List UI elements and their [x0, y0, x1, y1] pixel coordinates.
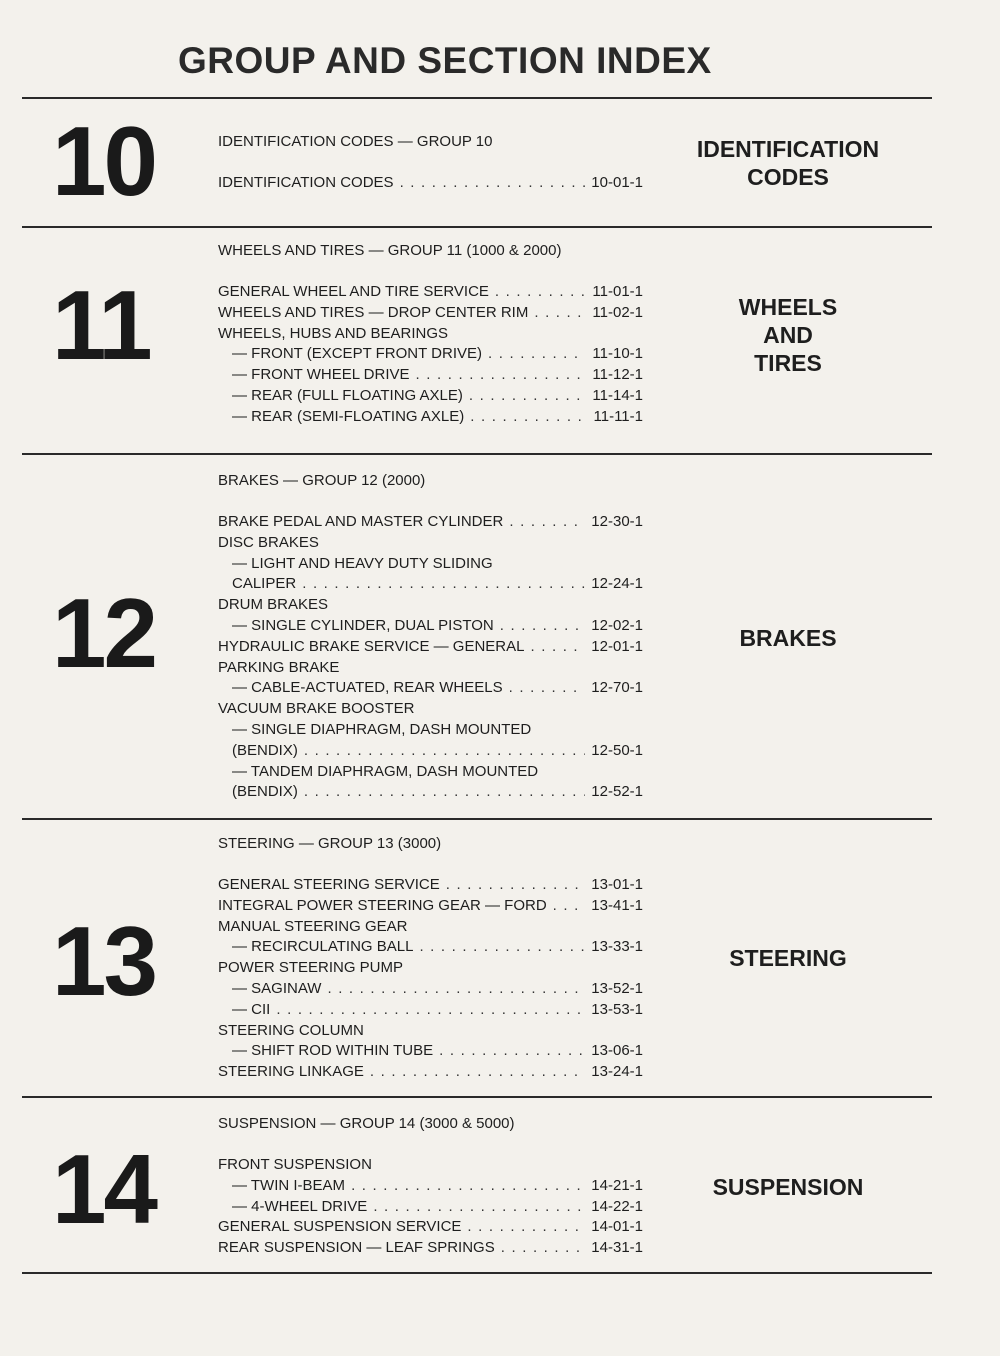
group-number: 11 [52, 270, 150, 380]
side-title-line: TIRES [754, 350, 822, 376]
index-entry [218, 1198, 643, 1219]
group-heading: SUSPENSION — GROUP 14 (3000 & 5000) [218, 1115, 515, 1132]
entry-page-number: 14-01-1 [591, 1218, 643, 1236]
section-side-title [688, 1173, 888, 1201]
dot-leader [469, 387, 587, 404]
entry-label: STEERING LINKAGE [218, 1063, 364, 1081]
index-entry [218, 721, 643, 742]
group-heading: BRAKES — GROUP 12 (2000) [218, 472, 426, 489]
side-title-line: STEERING [729, 945, 847, 971]
entry-label: STEERING COLUMN [218, 1021, 364, 1039]
entry-page-number: 14-21-1 [591, 1176, 643, 1194]
index-entry [218, 1156, 643, 1177]
index-entry [218, 617, 643, 638]
entry-label: DISC BRAKES [218, 533, 319, 551]
entry-label: GENERAL SUSPENSION SERVICE [218, 1218, 462, 1236]
index-entry [218, 1022, 643, 1043]
divider [22, 226, 932, 228]
index-entry [218, 345, 643, 366]
entry-label: — 4-WHEEL DRIVE [232, 1197, 368, 1215]
index-entry [218, 1001, 643, 1022]
dot-leader [467, 1218, 585, 1235]
index-entry [218, 638, 643, 659]
dot-leader [302, 575, 585, 592]
entry-label: — LIGHT AND HEAVY DUTY SLIDING [232, 554, 493, 572]
entry-page-number: 10-01-1 [591, 174, 643, 191]
dot-leader [373, 1198, 585, 1215]
divider [22, 1272, 932, 1274]
entry-label: — SAGINAW [232, 979, 322, 997]
entry-page-number: 13-24-1 [591, 1063, 643, 1081]
side-title-line: BRAKES [739, 625, 837, 651]
index-entry [218, 918, 643, 939]
dot-leader [370, 1063, 585, 1080]
dot-leader [416, 366, 587, 383]
entry-page-number: 14-22-1 [591, 1197, 643, 1215]
entry-page-number: 12-50-1 [591, 741, 643, 759]
section-side-title [688, 624, 888, 652]
entry-label: POWER STEERING PUMP [218, 959, 404, 977]
index-entry [218, 174, 643, 195]
divider [22, 818, 932, 820]
entry-list [218, 876, 643, 1084]
index-entry [218, 659, 643, 680]
index-entry [218, 325, 643, 346]
entry-label: HYDRAULIC BRAKE SERVICE — GENERAL [218, 637, 525, 655]
dot-leader [304, 742, 585, 759]
dot-leader [553, 897, 586, 914]
dot-leader [530, 638, 585, 655]
entry-label: — TANDEM DIAPHRAGM, DASH MOUNTED [232, 762, 539, 780]
entry-page-number: 12-30-1 [591, 513, 643, 530]
entry-label: CALIPER [232, 575, 297, 593]
entry-page-number: 11-11-1 [593, 407, 643, 425]
divider [22, 1096, 932, 1098]
dot-leader [446, 876, 586, 893]
entry-label: (BENDIX) [232, 741, 298, 759]
index-entry [218, 555, 643, 576]
entry-page-number: 12-02-1 [591, 616, 643, 634]
entry-page-number: 13-06-1 [591, 1042, 643, 1060]
divider [22, 453, 932, 455]
side-title-line: SUSPENSION [712, 1174, 864, 1200]
entry-page-number: 11-02-1 [592, 303, 643, 321]
index-entry [218, 304, 643, 325]
entry-page-number: 11-01-1 [592, 283, 643, 300]
entry-page-number: 13-33-1 [591, 938, 643, 956]
entry-label: IDENTIFICATION CODES [218, 174, 394, 191]
dot-leader [509, 679, 586, 696]
group-number: 10 [52, 106, 156, 216]
index-entry [218, 783, 643, 804]
dot-leader [419, 938, 585, 955]
entry-label: BRAKE PEDAL AND MASTER CYLINDER [218, 513, 504, 530]
index-entry [218, 575, 643, 596]
dot-leader [439, 1042, 585, 1059]
group-number: 14 [52, 1134, 156, 1244]
entry-label: GENERAL WHEEL AND TIRE SERVICE [218, 283, 489, 300]
entry-list [218, 1156, 643, 1260]
entry-page-number: 12-70-1 [591, 679, 643, 697]
entry-page-number: 11-10-1 [592, 345, 643, 363]
index-entry [218, 938, 643, 959]
entry-label: — SINGLE DIAPHRAGM, DASH MOUNTED [232, 720, 532, 738]
index-entry [218, 763, 643, 784]
index-entry [218, 679, 643, 700]
entry-page-number: 14-31-1 [591, 1239, 643, 1257]
entry-label: — REAR (FULL FLOATING AXLE) [232, 386, 463, 404]
index-entry [218, 387, 643, 408]
entry-list [218, 283, 643, 429]
index-entry [218, 980, 643, 1001]
dot-leader [351, 1177, 585, 1194]
entry-page-number: 12-52-1 [591, 783, 643, 801]
index-entry [218, 1063, 643, 1084]
dot-leader [304, 783, 585, 800]
page-title: GROUP AND SECTION INDEX [178, 40, 712, 81]
index-entry [218, 534, 643, 555]
entry-label: WHEELS AND TIRES — DROP CENTER RIM [218, 303, 529, 321]
entry-label: MANUAL STEERING GEAR [218, 917, 408, 935]
index-entry [218, 959, 643, 980]
entry-label: GENERAL STEERING SERVICE [218, 876, 440, 893]
section-side-title [688, 135, 888, 191]
dot-leader [509, 513, 585, 530]
entry-page-number: 12-01-1 [591, 637, 643, 655]
group-number: 12 [52, 578, 156, 688]
entry-page-number: 13-01-1 [591, 876, 643, 893]
entry-label: — CII [232, 1000, 271, 1018]
index-entry [218, 1239, 643, 1260]
index-entry [218, 700, 643, 721]
index-entry [218, 1218, 643, 1239]
index-entry [218, 366, 643, 387]
index-entry [218, 283, 643, 304]
entry-page-number: 11-12-1 [592, 366, 643, 384]
entry-label: — FRONT (EXCEPT FRONT DRIVE) [232, 345, 483, 363]
dot-leader [501, 1239, 586, 1256]
entry-label: — RECIRCULATING BALL [232, 938, 414, 956]
group-heading: WHEELS AND TIRES — GROUP 11 (1000 & 2000) [218, 242, 562, 259]
entry-page-number: 12-24-1 [591, 575, 643, 593]
dot-leader [534, 304, 586, 321]
index-entry [218, 596, 643, 617]
section-side-title [688, 293, 888, 377]
side-title-line: WHEELS [738, 294, 838, 320]
dot-leader [470, 408, 587, 425]
entry-page-number: 13-41-1 [591, 896, 643, 914]
side-title-line: CODES [747, 164, 829, 190]
dot-leader [488, 345, 586, 362]
entry-label: — TWIN I-BEAM [232, 1176, 346, 1194]
entry-page-number: 13-53-1 [591, 1000, 643, 1018]
dot-leader [276, 1001, 585, 1018]
entry-label: REAR SUSPENSION — LEAF SPRINGS [218, 1239, 495, 1257]
entry-label: — FRONT WHEEL DRIVE [232, 366, 410, 384]
entry-label: — REAR (SEMI-FLOATING AXLE) [232, 407, 465, 425]
group-heading: STEERING — GROUP 13 (3000) [218, 835, 442, 852]
index-entry [218, 513, 643, 534]
entry-list [218, 513, 643, 804]
side-title-line: AND [763, 322, 813, 348]
dot-leader [327, 980, 585, 997]
index-entry [218, 408, 643, 429]
dot-leader [400, 174, 586, 191]
entry-label: DRUM BRAKES [218, 596, 329, 614]
index-entry [218, 742, 643, 763]
entry-page-number: 11-14-1 [592, 386, 643, 404]
index-entry [218, 897, 643, 918]
index-entry [218, 1177, 643, 1198]
entry-label: — SHIFT ROD WITHIN TUBE [232, 1042, 434, 1060]
side-title-line: IDENTIFICATION [696, 136, 880, 162]
entry-label: INTEGRAL POWER STEERING GEAR — FORD [218, 896, 547, 914]
entry-label: VACUUM BRAKE BOOSTER [218, 700, 415, 718]
index-entry [218, 1042, 643, 1063]
entry-label: WHEELS, HUBS AND BEARINGS [218, 324, 449, 342]
entry-label: FRONT SUSPENSION [218, 1156, 372, 1173]
section-side-title [688, 944, 888, 972]
entry-label: — CABLE-ACTUATED, REAR WHEELS [232, 679, 503, 697]
entry-page-number: 13-52-1 [591, 979, 643, 997]
entry-label: — SINGLE CYLINDER, DUAL PISTON [232, 616, 494, 634]
entry-label: PARKING BRAKE [218, 658, 340, 676]
entry-label: (BENDIX) [232, 783, 298, 801]
entry-list [218, 174, 643, 195]
group-heading: IDENTIFICATION CODES — GROUP 10 [218, 133, 493, 150]
dot-leader [500, 617, 586, 634]
divider [22, 97, 932, 99]
dot-leader [495, 283, 586, 300]
group-number: 13 [52, 906, 156, 1016]
index-entry [218, 876, 643, 897]
